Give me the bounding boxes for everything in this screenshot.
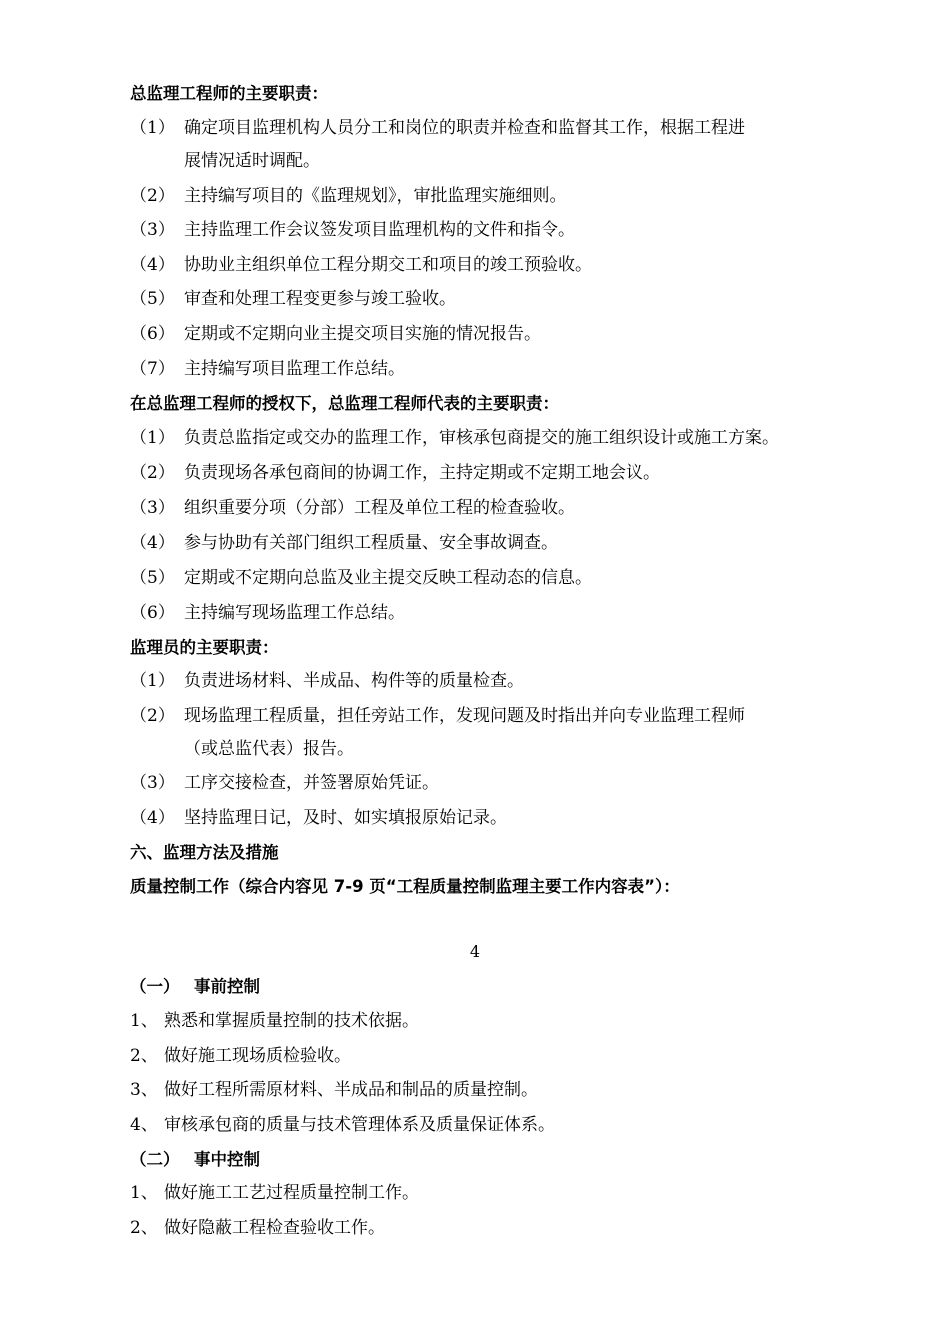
- item-number: （2）: [130, 463, 175, 483]
- list-item: [130, 116, 745, 140]
- item-number: 2、: [130, 1046, 158, 1066]
- subsection-heading: 质量控制工作（综合内容见 7-9 页“工程质量控制监理主要工作内容表”）：: [130, 877, 680, 896]
- heading-number: （一）: [130, 977, 180, 996]
- item-number: （4）: [130, 533, 175, 553]
- list-item: [130, 704, 745, 728]
- item-text: 主持编写项目监理工作总结。: [184, 359, 405, 379]
- item-number: （6）: [130, 324, 175, 344]
- item-text: 做好施工工艺过程质量控制工作。: [164, 1183, 419, 1203]
- list-item: [130, 1181, 419, 1205]
- list-item: [130, 461, 660, 485]
- list-item: [130, 218, 575, 242]
- item-text: 组织重要分项（分部）工程及单位工程的检查验收。: [184, 498, 575, 518]
- item-text: 负责进场材料、半成品、构件等的质量检查。: [184, 671, 524, 691]
- item-text: 负责总监指定或交办的监理工作，审核承包商提交的施工组织设计或施工方案。: [184, 428, 779, 448]
- list-item: [130, 1009, 419, 1033]
- list-item: [130, 669, 524, 693]
- heading-number: （二）: [130, 1150, 180, 1169]
- item-number: （5）: [130, 289, 175, 309]
- list-item: [130, 496, 575, 520]
- heading-title: 事中控制: [194, 1150, 260, 1169]
- item-text: 熟悉和掌握质量控制的技术依据。: [164, 1011, 419, 1031]
- item-continuation: （或总监代表）报告。: [184, 739, 354, 759]
- item-text: 做好施工现场质检验收。: [164, 1046, 351, 1066]
- page-number: 4: [469, 942, 481, 961]
- list-item: [130, 253, 592, 277]
- list-item: [130, 322, 541, 346]
- list-item: [130, 1216, 385, 1240]
- item-text: 工序交接检查，并签署原始凭证。: [184, 773, 439, 793]
- item-text: 主持编写项目的《监理规划》，审批监理实施细则。: [184, 186, 567, 206]
- item-number: 4、: [130, 1115, 158, 1135]
- mid-control-heading: [130, 1148, 260, 1172]
- item-text: 做好隐蔽工程检查验收工作。: [164, 1218, 385, 1238]
- item-text: 做好工程所需原材料、半成品和制品的质量控制。: [164, 1080, 538, 1100]
- item-number: （1）: [130, 118, 175, 138]
- item-text: 参与协助有关部门组织工程质量、安全事故调查。: [184, 533, 558, 553]
- item-number: （3）: [130, 773, 175, 793]
- item-text: 主持监理工作会议签发项目监理机构的文件和指令。: [184, 220, 575, 240]
- item-number: （1）: [130, 428, 175, 448]
- item-number: （4）: [130, 808, 175, 828]
- section-heading: 总监理工程师的主要职责：: [130, 84, 328, 103]
- item-text: 审查和处理工程变更参与竣工验收。: [184, 289, 456, 309]
- heading-title: 事前控制: [194, 977, 260, 996]
- item-number: （3）: [130, 220, 175, 240]
- list-item: [130, 806, 507, 830]
- section-heading: 在总监理工程师的授权下，总监理工程师代表的主要职责：: [130, 394, 559, 413]
- list-item: [130, 771, 439, 795]
- item-text: 现场监理工程质量，担任旁站工作，发现问题及时指出并向专业监理工程师: [184, 706, 745, 726]
- item-number: （1）: [130, 671, 175, 691]
- item-number: （2）: [130, 706, 175, 726]
- pre-control-heading: [130, 975, 260, 999]
- item-number: （3）: [130, 498, 175, 518]
- item-number: 3、: [130, 1080, 158, 1100]
- item-text: 审核承包商的质量与技术管理体系及质量保证体系。: [164, 1115, 555, 1135]
- item-text: 定期或不定期向业主提交项目实施的情况报告。: [184, 324, 541, 344]
- item-number: （4）: [130, 255, 175, 275]
- item-text: 协助业主组织单位工程分期交工和项目的竣工预验收。: [184, 255, 592, 275]
- list-item: [130, 1113, 555, 1137]
- item-number: 1、: [130, 1011, 158, 1031]
- item-text: 负责现场各承包商间的协调工作，主持定期或不定期工地会议。: [184, 463, 660, 483]
- list-item: [130, 357, 405, 381]
- list-item: [130, 287, 456, 311]
- chapter-heading: 六、监理方法及措施: [130, 843, 279, 862]
- item-number: （7）: [130, 359, 175, 379]
- list-item: [130, 601, 405, 625]
- list-item: [130, 566, 592, 590]
- item-text: 主持编写现场监理工作总结。: [184, 603, 405, 623]
- item-number: 2、: [130, 1218, 158, 1238]
- list-item: [130, 1078, 538, 1102]
- item-number: 1、: [130, 1183, 158, 1203]
- list-item: [130, 426, 779, 450]
- list-item: [130, 184, 567, 208]
- section-heading: 监理员的主要职责：: [130, 638, 279, 657]
- item-number: （5）: [130, 568, 175, 588]
- list-item: [130, 1044, 351, 1068]
- item-text: 确定项目监理机构人员分工和岗位的职责并检查和监督其工作，根据工程进: [184, 118, 745, 138]
- item-text: 定期或不定期向总监及业主提交反映工程动态的信息。: [184, 568, 592, 588]
- item-number: （2）: [130, 186, 175, 206]
- item-continuation: 展情况适时调配。: [184, 151, 320, 171]
- item-number: （6）: [130, 603, 175, 623]
- list-item: [130, 531, 558, 555]
- item-text: 坚持监理日记，及时、如实填报原始记录。: [184, 808, 507, 828]
